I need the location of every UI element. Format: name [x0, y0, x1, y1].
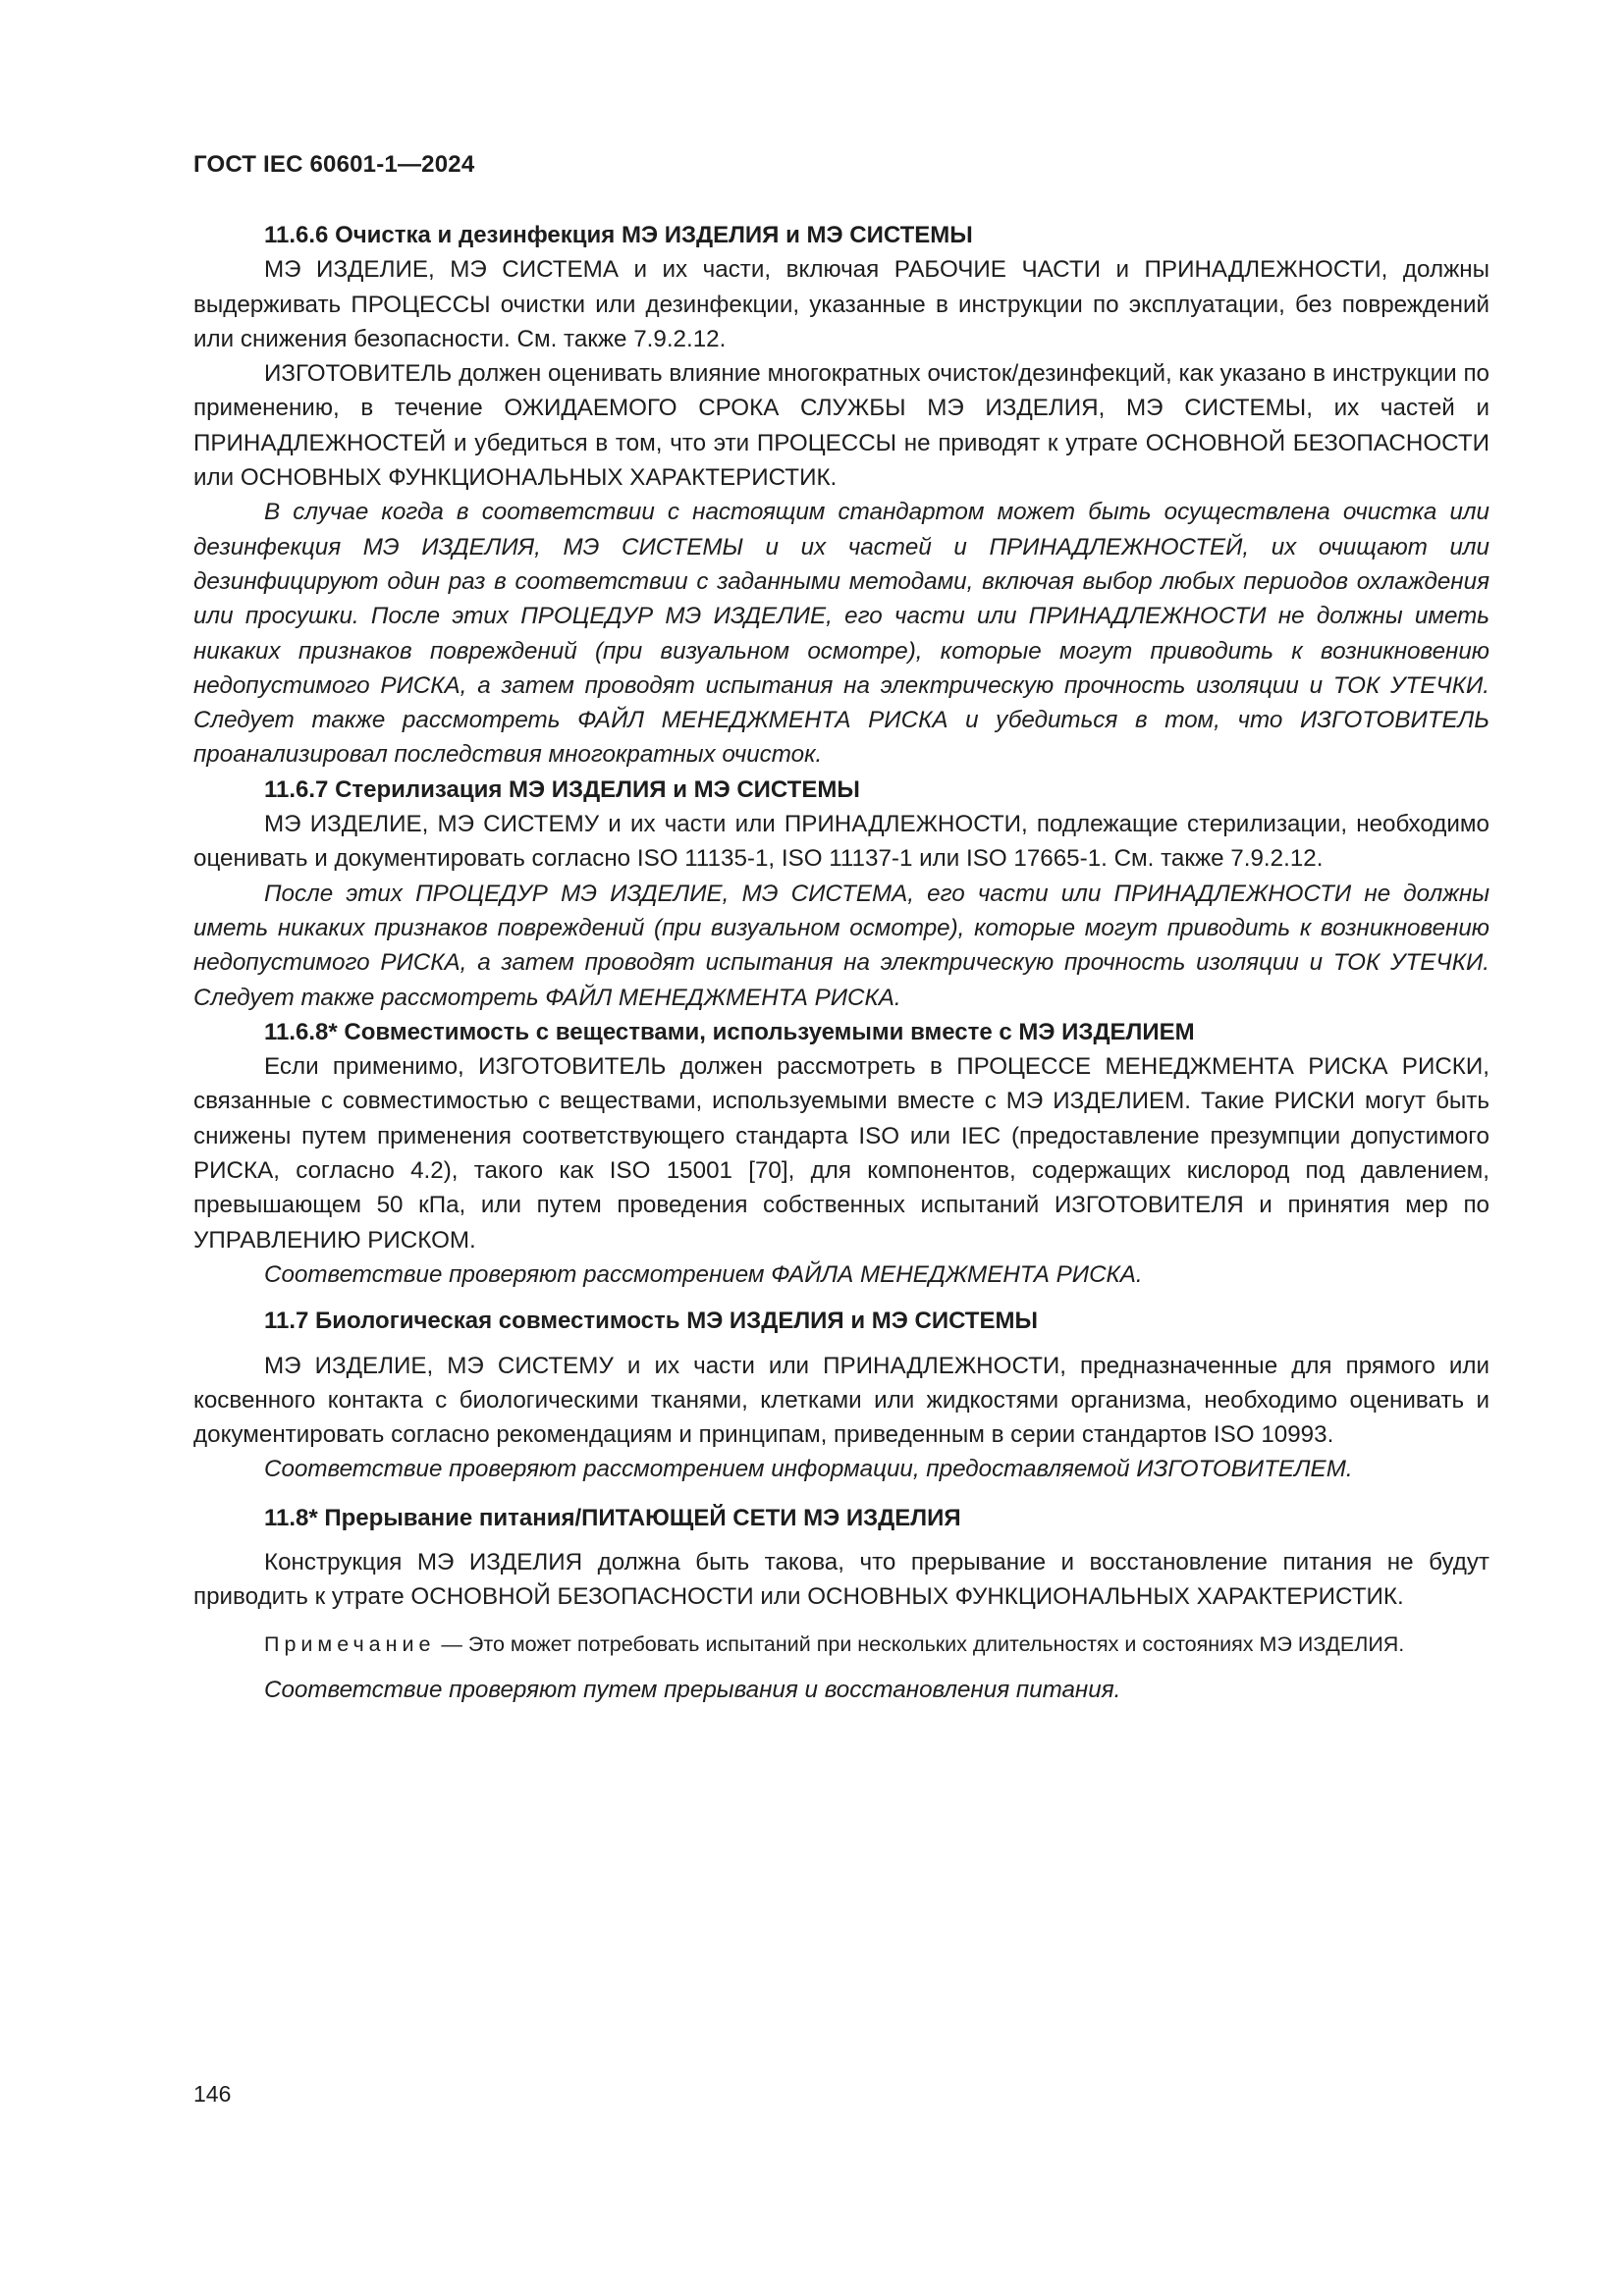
note-label: Примечание [264, 1631, 436, 1656]
section-heading-11-6-6: 11.6.6 Очистка и дезинфекция МЭ ИЗДЕЛИЯ и МЭ СИСТЕМЫ [264, 222, 973, 248]
section-heading-11-8: 11.8* Прерывание питания/ПИТАЮЩЕЙ СЕТИ МЭ ИЗДЕЛИЯ [264, 1504, 961, 1531]
page-content [193, 218, 1489, 1707]
section-heading-11-7: 11.7 Биологическая совместимость МЭ ИЗДЕЛИЯ и МЭ СИСТЕМЫ [264, 1308, 1038, 1335]
document-header-code: ГОСТ IEC 60601-1—2024 [193, 151, 475, 178]
test-procedure-paragraph: В случае когда в соответствии с настоящим стандартом может быть осуществлена очистка или дезинфекция МЭ ИЗДЕЛИЯ, МЭ СИСТЕМЫ и их частей и ПРИНАДЛЕЖНОСТЕЙ, их очищают или дезинфицируют один раз в соответствии с заданными методами, включая выбор любых периодов охлаждения или просушки. После этих ПРОЦЕДУР МЭ ИЗДЕЛИЕ, его части или ПРИНАДЛЕЖНОСТИ не должны иметь никаких признаков повреждений (при визуальном осмотре), которые могут приводить к возникновению недопустимого РИСКА, а затем проводят испытания на электрическую прочность изоляции и ТОК УТЕЧКИ. Следует также рассмотреть ФАЙЛ МЕНЕДЖМЕНТА РИСКА и убедиться в том, что ИЗГОТОВИТЕЛЬ проанализировал последствия многократных очисток. [193, 499, 1489, 769]
paragraph: Конструкция МЭ ИЗДЕЛИЯ должна быть такова, что прерывание и восстановление питания не будут приводить к утрате ОСНОВНОЙ БЕЗОПАСНОСТИ или ОСНОВНЫХ ФУНКЦИОНАЛЬНЫХ ХАРАКТЕРИСТИК. [193, 1548, 1489, 1611]
paragraph: МЭ ИЗДЕЛИЕ, МЭ СИСТЕМА и их части, включая РАБОЧИЕ ЧАСТИ и ПРИНАДЛЕЖНОСТИ, должны выдерживать ПРОЦЕССЫ очистки или дезинфекции, указанные в инструкции по эксплуатации, без повреждений или снижения безопасности. См. также 7.9.2.12. [193, 256, 1489, 352]
note-text: — Это может потребовать испытаний при нескольких длительностях и состояниях МЭ ИЗДЕЛИЯ. [435, 1631, 1405, 1656]
page-number: 146 [193, 2081, 232, 2107]
paragraph: МЭ ИЗДЕЛИЕ, МЭ СИСТЕМУ и их части или ПРИНАДЛЕЖНОСТИ, предназначенные для прямого или косвенного контакта с биологическими тканями, клетками или жидкостями организма, необходимо оценивать и документировать согласно рекомендациям и принципам, приведенным в серии стандартов ISO 10993. [193, 1352, 1489, 1449]
compliance-statement: Соответствие проверяют рассмотрением ФАЙЛА МЕНЕДЖМЕНТА РИСКА. [264, 1260, 1143, 1288]
paragraph: МЭ ИЗДЕЛИЕ, МЭ СИСТЕМУ и их части или ПРИНАДЛЕЖНОСТИ, подлежащие стерилизации, необходимо оценивать и документировать согласно ISO 11135-1, ISO 11137-1 или ISO 17665-1. См. также 7.9.2.12. [193, 811, 1489, 873]
paragraph: Если применимо, ИЗГОТОВИТЕЛЬ должен рассмотреть в ПРОЦЕССЕ МЕНЕДЖМЕНТА РИСКА РИСКИ, связанные с совместимостью с веществами, используемыми вместе с МЭ ИЗДЕЛИЕМ. Такие РИСКИ могут быть снижены путем применения соответствующего стандарта ISO или IEC (предоставление презумпции допустимого РИСКА, согласно 4.2), такого как ISO 15001 [70], для компонентов, содержащих кислород под давлением, превышающем 50 кПа, или путем проведения собственных испытаний ИЗГОТОВИТЕЛЯ и принятия мер по УПРАВЛЕНИЮ РИСКОМ. [193, 1053, 1489, 1254]
compliance-statement: Соответствие проверяют рассмотрением информации, предоставляемой ИЗГОТОВИТЕЛЕМ. [264, 1456, 1353, 1483]
note-paragraph [193, 1629, 1489, 1661]
paragraph: ИЗГОТОВИТЕЛЬ должен оценивать влияние многократных очисток/дезинфекций, как указано в инструкции по применению, в течение ОЖИДАЕМОГО СРОКА СЛУЖБЫ МЭ ИЗДЕЛИЯ, МЭ СИСТЕМЫ, их частей и ПРИНАДЛЕЖНОСТЕЙ и убедиться в том, что эти ПРОЦЕССЫ не приводят к утрате ОСНОВНОЙ БЕЗОПАСНОСТИ или ОСНОВНЫХ ФУНКЦИОНАЛЬНЫХ ХАРАКТЕРИСТИК. [193, 360, 1489, 492]
compliance-statement: Соответствие проверяют путем прерывания и восстановления питания. [264, 1676, 1121, 1703]
test-procedure-paragraph: После этих ПРОЦЕДУР МЭ ИЗДЕЛИЕ, МЭ СИСТЕМА, его части или ПРИНАДЛЕЖНОСТИ не должны иметь никаких признаков повреждений (при визуальном осмотре), которые могут приводить к возникновению недопустимого РИСКА, а затем проводят испытания на электрическую прочность изоляции и ТОК УТЕЧКИ. Следует также рассмотреть ФАЙЛ МЕНЕДЖМЕНТА РИСКА. [193, 880, 1489, 1011]
section-heading-11-6-8: 11.6.8* Совместимость с веществами, используемыми вместе с МЭ ИЗДЕЛИЕМ [264, 1018, 1195, 1045]
section-heading-11-6-7: 11.6.7 Стерилизация МЭ ИЗДЕЛИЯ и МЭ СИСТЕМЫ [264, 775, 860, 803]
